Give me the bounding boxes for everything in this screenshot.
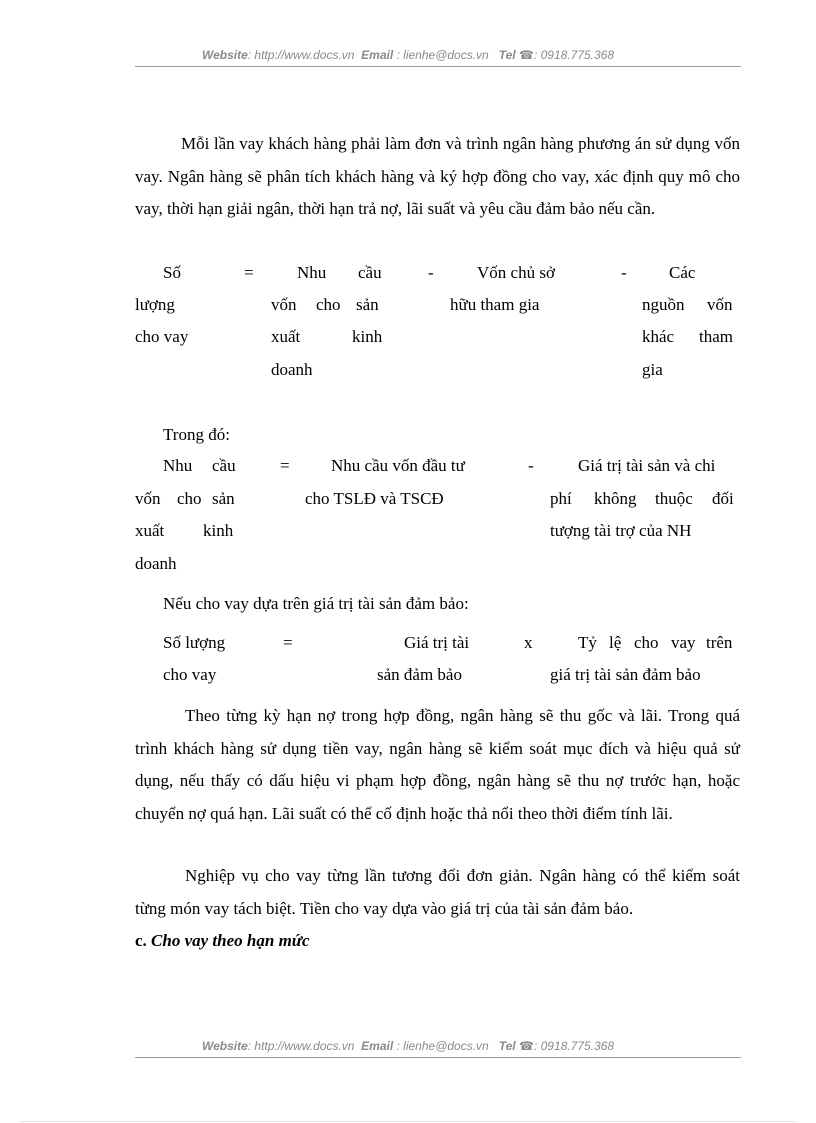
f2-kinh: kinh bbox=[203, 521, 234, 540]
f2-xuat: xuất bbox=[135, 521, 165, 540]
page-header bbox=[0, 48, 816, 62]
f3-chovay: cho vay bbox=[163, 665, 217, 684]
f3-giatritaisan: giá trị tài sản đảm bảo bbox=[550, 665, 701, 684]
page-footer bbox=[0, 1039, 816, 1053]
paragraph-loan-application: Mỗi lần vay khách hàng phải làm đơn và trình ngân hàng phương án sử dụng vốn vay. Ngân hàng sẽ phân tích khách hàng và ký hợp đồng cho vay, xác định quy mô cho vay, thời hạn giải ngân, thời hạn trả nợ, lãi suất và yêu cầu đảm bảo nếu cần. bbox=[135, 134, 740, 218]
f1-cac: Các bbox=[669, 263, 696, 282]
f3-le: lệ bbox=[609, 633, 622, 652]
f1-von: vốn bbox=[271, 295, 297, 314]
f2-thuoc: thuộc bbox=[655, 489, 693, 508]
f3-ty: Tỷ bbox=[578, 633, 597, 652]
f2-nhu: Nhu bbox=[163, 456, 193, 475]
f1-nguon: nguồn bbox=[642, 295, 685, 314]
f3-times: x bbox=[524, 633, 533, 652]
f1-von2: vốn bbox=[707, 295, 733, 314]
f2-giatri: Giá trị tài sản và chi bbox=[578, 456, 716, 475]
footer-website-value: : http://www.docs.vn bbox=[247, 1039, 355, 1053]
email-label: Email bbox=[361, 48, 394, 62]
footer-website-label: Website bbox=[201, 1039, 248, 1053]
f2-doanh: doanh bbox=[135, 554, 177, 573]
section-heading bbox=[135, 931, 310, 951]
paragraph-single-loan: Nghiệp vụ cho vay từng lần tương đối đơn giản. Ngân hàng có thể kiểm soát từng món vay tách biệt. Tiền cho vay dựa vào giá trị của tài sản đảm bảo. bbox=[135, 866, 740, 918]
f3-vay: vay bbox=[671, 633, 696, 652]
f1-equals: = bbox=[244, 263, 254, 282]
f1-cho: cho bbox=[316, 295, 341, 314]
tel-value: : 0918.775.368 bbox=[533, 48, 615, 62]
website-label: Website bbox=[201, 48, 248, 62]
f1-kinh: kinh bbox=[352, 327, 383, 346]
label-collateral-condition: Nếu cho vay dựa trên giá trị tài sản đảm bảo: bbox=[163, 594, 469, 613]
footer-rule bbox=[135, 1057, 741, 1058]
f2-tsld-tscd: cho TSLĐ và TSCĐ bbox=[305, 489, 444, 508]
f1-khac: khác bbox=[642, 327, 675, 346]
email-value: : lienhe@docs.vn bbox=[396, 48, 489, 62]
f1-tham: tham bbox=[699, 327, 733, 346]
label-trong-do: Trong đó: bbox=[163, 425, 230, 444]
f2-san: sản bbox=[212, 489, 235, 508]
f1-huuthamgia: hữu tham gia bbox=[450, 295, 540, 314]
footer-phone-icon: ☎ bbox=[519, 1039, 534, 1053]
f1-so: Số bbox=[163, 263, 181, 282]
header-rule bbox=[135, 66, 741, 67]
f3-equals: = bbox=[283, 633, 293, 652]
f3-cho: cho bbox=[634, 633, 659, 652]
f2-khong: không bbox=[594, 489, 637, 508]
f2-cho: cho bbox=[177, 489, 202, 508]
heading-title: Cho vay theo hạn mức bbox=[151, 931, 310, 950]
f2-tuong: tượng tài trợ của NH bbox=[550, 521, 692, 540]
f1-cau: cầu bbox=[358, 263, 382, 282]
f1-gia: gia bbox=[642, 360, 663, 379]
f1-chovay: cho vay bbox=[135, 327, 189, 346]
f2-doi: đối bbox=[712, 489, 734, 508]
f3-giatritai: Giá trị tài bbox=[404, 633, 470, 652]
footer-tel-label: Tel bbox=[498, 1039, 516, 1053]
f1-doanh: doanh bbox=[271, 360, 313, 379]
footer-tel-value: : 0918.775.368 bbox=[533, 1039, 615, 1053]
f2-equals: = bbox=[280, 456, 290, 475]
phone-icon: ☎ bbox=[519, 48, 534, 62]
f1-minus2: - bbox=[621, 263, 627, 282]
f1-minus1: - bbox=[428, 263, 434, 282]
f3-soluong: Số lượng bbox=[163, 633, 226, 652]
f1-nhu: Nhu bbox=[297, 263, 327, 282]
paragraph-repayment: Theo từng kỳ hạn nợ trong hợp đồng, ngân hàng sẽ thu gốc và lãi. Trong quá trình khách hàng sử dụng tiền vay, ngân hàng sẽ kiểm soát mục đích và hiệu quả sử dụng, nếu thấy có dấu hiệu vi phạm hợp đồng, ngân hàng sẽ thu nợ trước hạn, hoặc chuyển nợ quá hạn. Lãi suất có thể cố định hoặc thả nổi theo thời điểm tính lãi. bbox=[135, 706, 740, 823]
f2-nhucauvon: Nhu cầu vốn đầu tư bbox=[331, 456, 465, 475]
f3-tren: trên bbox=[706, 633, 733, 652]
website-value: : http://www.docs.vn bbox=[247, 48, 355, 62]
f2-phi: phí bbox=[550, 489, 572, 508]
f3-sandambao: sản đảm bảo bbox=[377, 665, 462, 684]
f2-minus: - bbox=[528, 456, 534, 475]
heading-prefix: c. bbox=[135, 931, 147, 950]
f2-cau: cầu bbox=[212, 456, 236, 475]
page-bottom-border bbox=[20, 1121, 796, 1122]
f2-von: vốn bbox=[135, 489, 161, 508]
tel-label: Tel bbox=[498, 48, 516, 62]
f1-san: sản bbox=[356, 295, 379, 314]
f1-vonchuso: Vốn chủ sở bbox=[477, 263, 555, 282]
f1-xuat: xuất bbox=[271, 327, 301, 346]
footer-email-label: Email bbox=[361, 1039, 394, 1053]
footer-email-value: : lienhe@docs.vn bbox=[396, 1039, 489, 1053]
f1-luong: lượng bbox=[135, 295, 175, 314]
